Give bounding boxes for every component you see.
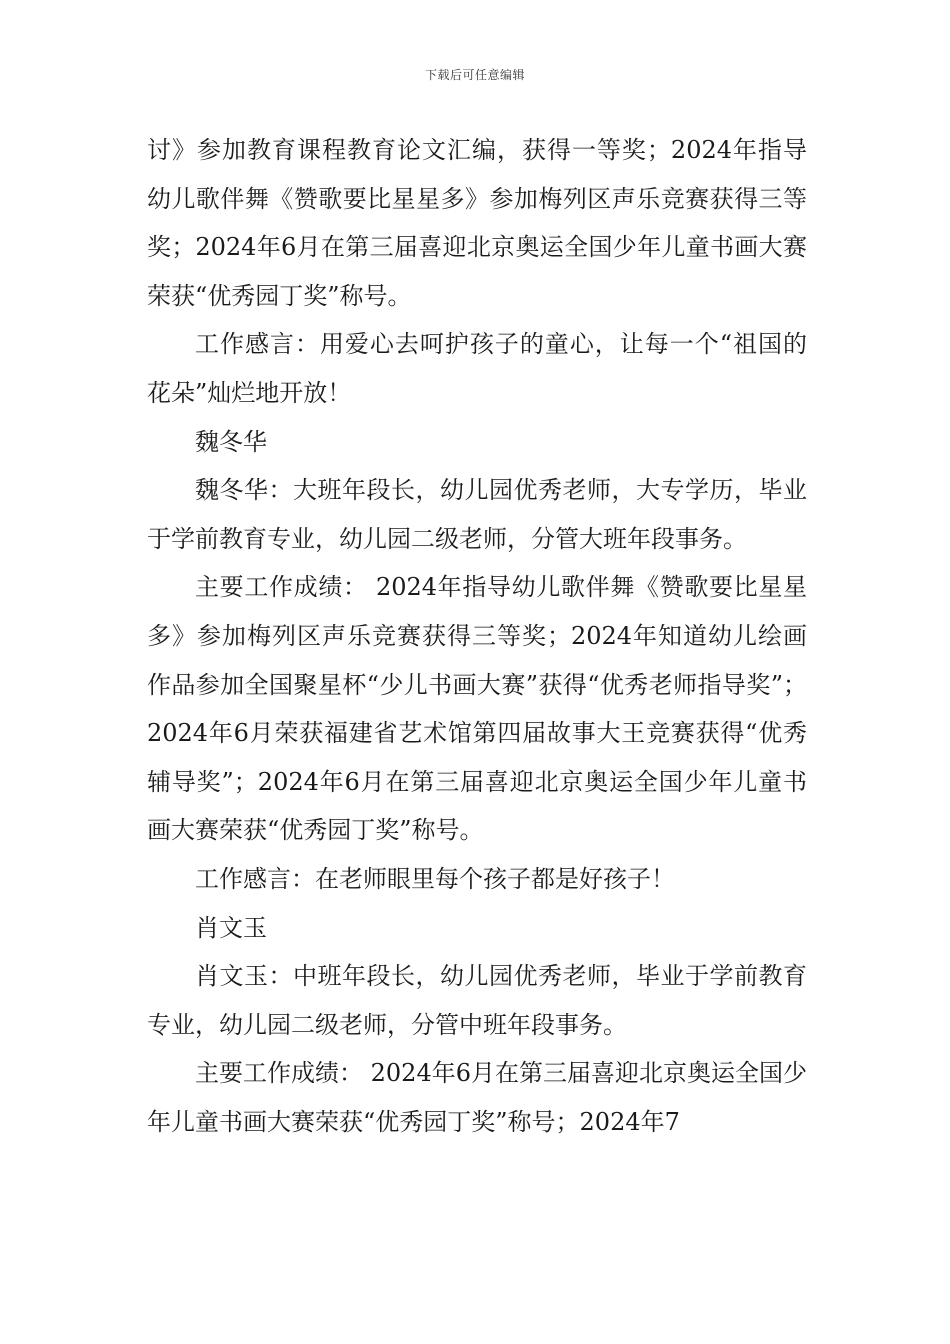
paragraph-teacher-intro-2: 肖文玉：中班年段长，幼儿园优秀老师，毕业于学前教育专业，幼儿园二级老师，分管中班年段事务。 (147, 962, 807, 1039)
paragraph-work-motto-2: 工作感言：在老师眼里每个孩子都是好孩子！ (195, 864, 675, 893)
paragraph-awards-continued: 讨》参加教育课程教育论文汇编，获得一等奖；2024年指导幼儿歌伴舞《赞歌要比星星多》参加梅列区声乐竞赛获得三等奖；2024年6月在第三届喜迎北京奥运全国少年儿童书画大赛荣获“优秀园丁奖”称号。 (147, 136, 807, 310)
teacher-name-heading-2: 肖文玉 (195, 913, 267, 942)
paragraph-achievements-1: 主要工作成绩： 2024年指导幼儿歌伴舞《赞歌要比星星多》参加梅列区声乐竞赛获得三等奖；2024年知道幼儿绘画作品参加全国聚星杯“少儿书画大赛”获得“优秀老师指导奖”；2024年6月荣获福建省艺术馆第四届故事大王竞赛获得“优秀辅导奖”；2024年6月在第三届喜迎北京奥运全国少年儿童书画大赛荣获“优秀园丁奖”称号。 (147, 573, 807, 845)
paragraph-teacher-intro-1: 魏冬华：大班年段长，幼儿园优秀老师，大专学历，毕业于学前教育专业，幼儿园二级老师，分管大班年段事务。 (147, 476, 807, 553)
paragraph-work-motto-1: 工作感言：用爱心去呵护孩子的童心，让每一个“祖国的花朵”灿烂地开放！ (147, 330, 807, 407)
teacher-name-heading-1: 魏冬华 (195, 427, 267, 456)
page-header-note: 下载后可任意编辑 (424, 68, 525, 82)
paragraph-achievements-2: 主要工作成绩： 2024年6月在第三届喜迎北京奥运全国少年儿童书画大赛荣获“优秀园丁奖”称号；2024年7 (147, 1059, 807, 1136)
document-body (147, 126, 807, 1146)
